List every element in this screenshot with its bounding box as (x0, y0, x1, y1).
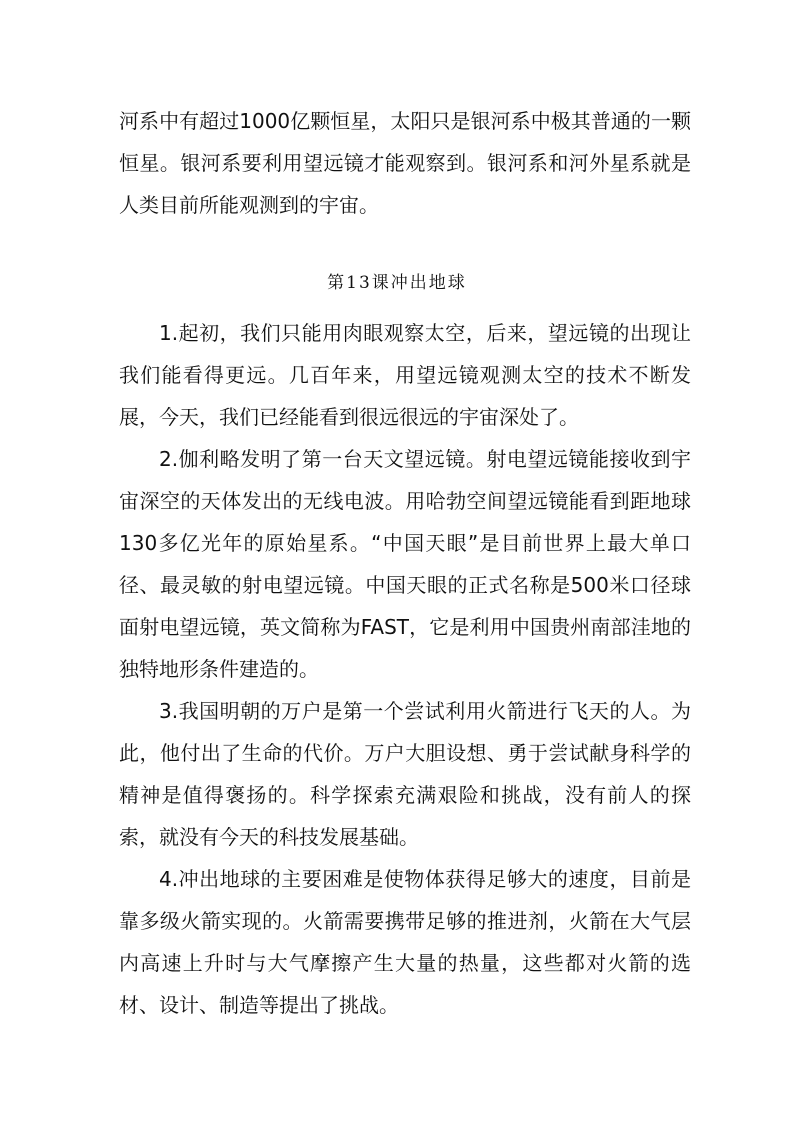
lesson-title: 第13课冲出地球 (327, 273, 467, 293)
point-paragraph-1: 1.起初，我们只能用肉眼观察太空，后来，望远镜的出现让我们能看得更远。几百年来，用望远镜观测太空的技术不断发展，今天，我们已经能看到很远很远的宇宙深处了。 (119, 321, 691, 429)
point-paragraph-3: 3.我国明朝的万户是第一个尝试利用火箭进行飞天的人。为此，他付出了生命的代价。万户大胆设想、勇于尝试献身科学的精神是值得褒扬的。科学探索充满艰险和挑战，没有前人的探索，就没有今天的科技发展基础。 (119, 699, 691, 849)
point-paragraph-4: 4.冲出地球的主要困难是使物体获得足够大的速度，目前是靠多级火箭实现的。火箭需要携带足够的推进剂，火箭在大气层内高速上升时与大气摩擦产生大量的热量，这些都对火箭的选材、设计、制造等提出了挑战。 (119, 867, 691, 1017)
lesson-points (119, 312, 691, 1026)
point-paragraph-2: 2.伽利略发明了第一台天文望远镜。射电望远镜能接收到宇宙深空的天体发出的无线电波。用哈勃空间望远镜能看到距地球130多亿光年的原始星系。“中国天眼”是目前世界上最大单口径、最灵敏的射电望远镜。中国天眼的正式名称是500米口径球面射电望远镜，英文简称为FAST，它是利用中国贵州南部洼地的独特地形条件建造的。 (119, 447, 691, 681)
intro-paragraph: 河系中有超过1000亿颗恒星，太阳只是银河系中极其普通的一颗恒星。银河系要利用望远镜才能观察到。银河系和河外星系就是人类目前所能观测到的宇宙。 (119, 109, 691, 217)
